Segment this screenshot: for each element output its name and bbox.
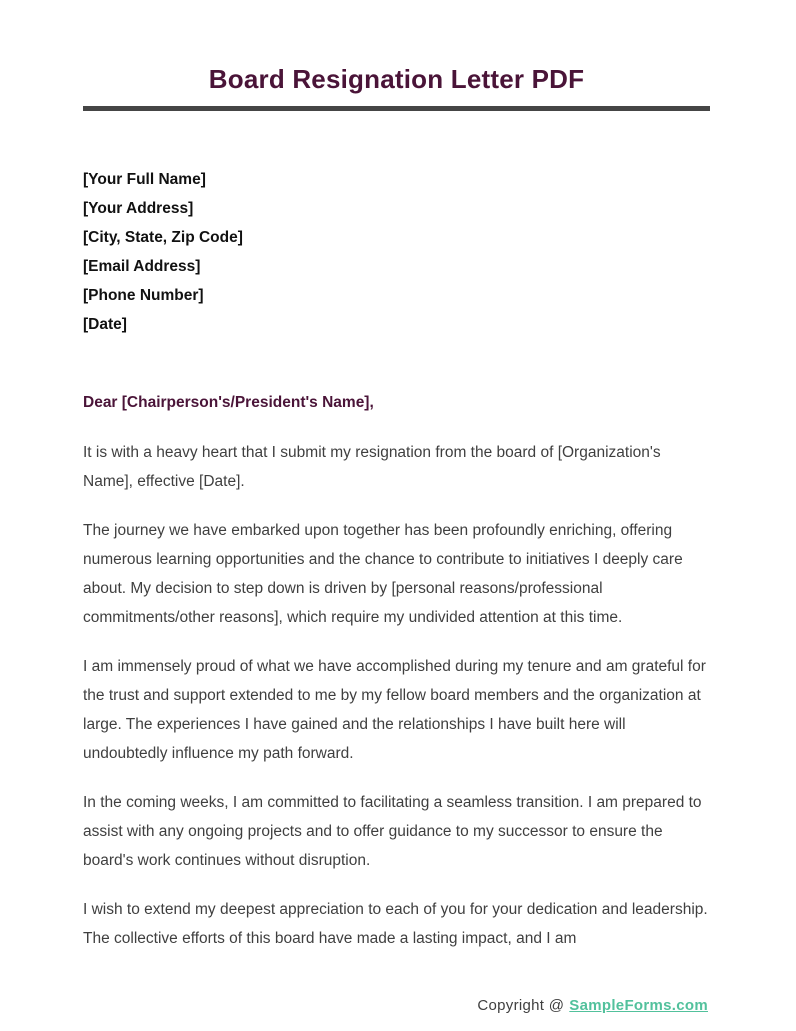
contact-line-address: [Your Address] [83,200,194,217]
contact-line-date: [Date] [83,316,127,333]
page-title: Board Resignation Letter PDF [208,64,585,94]
paragraph-appreciation: I wish to extend my deepest appreciation to each of you for your dedication and leadership. The collective efforts of this board have made a lasting impact, and I am [83,901,708,947]
contact-line-phone: [Phone Number] [83,287,204,304]
title-divider [83,106,710,111]
copyright-text: Copyright @ [477,997,565,1014]
paragraph-resignation-statement: It is with a heavy heart that I submit my resignation from the board of [Organization's Name], effective [Date]. [83,444,661,490]
salutation: Dear [Chairperson's/President's Name], [83,394,374,411]
contact-line-city-state-zip: [City, State, Zip Code] [83,229,243,246]
contact-line-full-name: [Your Full Name] [83,171,206,188]
footer-copyright [477,996,708,1016]
paragraph-transition: In the coming weeks, I am committed to facilitating a seamless transition. I am prepared to assist with any ongoing projects and to offer guidance to my successor to ensure the board's work continues without disruption. [83,794,702,869]
sender-contact-block [83,165,710,339]
letter-content [0,64,796,953]
sampleforms-link[interactable]: SampleForms.com [569,997,708,1014]
paragraph-gratitude: I am immensely proud of what we have accomplished during my tenure and am grateful for the trust and support extended to me by my fellow board members and the organization at large. The experiences I have gained and the relationships I have built here will undoubtedly influence my path forward. [83,658,706,762]
contact-line-email: [Email Address] [83,258,201,275]
paragraph-journey-reasons: The journey we have embarked upon together has been profoundly enriching, offering numerous learning opportunities and the chance to contribute to initiatives I deeply care about. My decision to step down is driven by [personal reasons/professional commitments/other reasons], which require my undivided attention at this time. [83,522,683,626]
